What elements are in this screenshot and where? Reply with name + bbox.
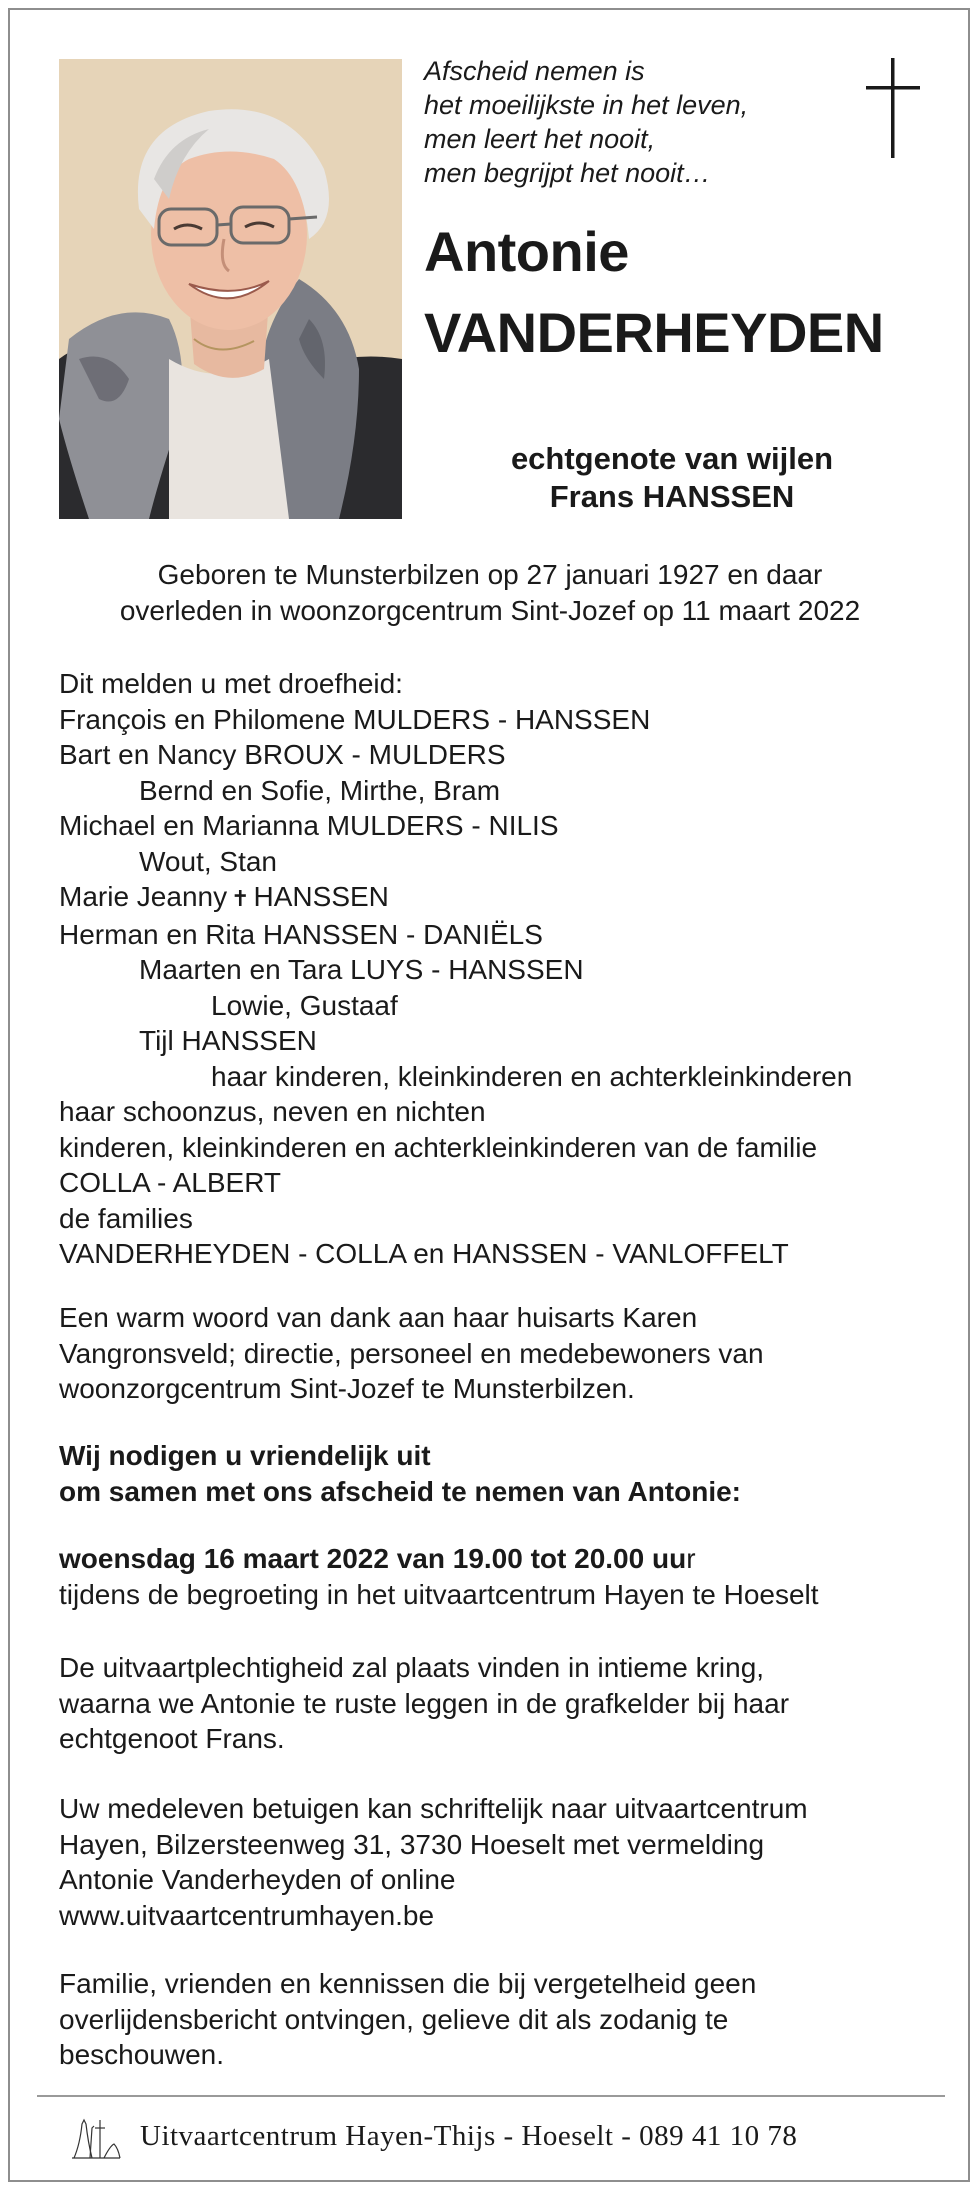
portrait-photo [59, 59, 402, 519]
family-line: François en Philomene MULDERS - HANSSEN [59, 703, 651, 735]
quote-line: het moeilijkste in het leven, [424, 90, 749, 120]
paragraph-line: waarna we Antonie te ruste leggen in de grafkelder bij haar [59, 1687, 790, 1719]
family-line: Bernd en Sofie, Mirthe, Bram [139, 774, 501, 806]
notice-paragraph [59, 1966, 756, 2073]
family-line: COLLA - ALBERT [59, 1167, 282, 1198]
visitation-date-bold: woensdag 16 maart 2022 van 19.00 tot 20.00 uu [59, 1543, 687, 1574]
family-line: Michael en Marianna MULDERS - NILIS [59, 810, 559, 841]
birth-line: Geboren te Munsterbilzen op 27 januari 1927 en daar [157, 559, 823, 590]
family-line: haar schoonzus, neven en nichten [59, 1096, 486, 1127]
paragraph-line: woonzorgcentrum Sint-Jozef te Munsterbilzen. [59, 1373, 635, 1404]
family-line [59, 879, 852, 917]
family-line: Herman en Rita HANSSEN - DANIËLS [59, 918, 543, 950]
family-member-surname: HANSSEN [253, 881, 389, 912]
paragraph-line: Wij nodigen u vriendelijk uit [59, 1440, 431, 1471]
paragraph-line: Familie, vrienden en kennissen die bij vergetelheid geen [59, 1968, 757, 1999]
poem-quote [424, 54, 748, 190]
paragraph-line: Uw medeleven betuigen kan schriftelijk naar uitvaartcentrum [59, 1793, 808, 1824]
condolence-paragraph [59, 1791, 808, 1933]
family-line: Lowie, Gustaaf [211, 989, 398, 1021]
dagger-icon: ✝ [231, 886, 250, 911]
quote-line: men begrijpt het nooit… [424, 158, 711, 188]
thanks-paragraph [59, 1300, 764, 1407]
family-line: haar kinderen, kleinkinderen en achterkleinkinderen [211, 1060, 853, 1092]
paragraph-line: Hayen, Bilzersteenweg 31, 3730 Hoeselt met vermelding [59, 1828, 765, 1860]
paragraph-line: beschouwen. [59, 2039, 225, 2070]
paragraph-line: De uitvaartplechtigheid zal plaats vinden in intieme kring, [59, 1652, 765, 1683]
family-line: Bart en Nancy BROUX - MULDERS [59, 739, 506, 770]
birth-death-info [40, 557, 940, 629]
last-name: VANDERHEYDEN [424, 301, 884, 364]
visitation-info [59, 1541, 819, 1612]
quote-line: Afscheid nemen is [424, 56, 645, 86]
funeral-home-footer: Uitvaartcentrum Hayen-Thijs - Hoeselt - 089 41 10 78 [140, 2120, 798, 2152]
paragraph-line: echtgenoot Frans. [59, 1723, 285, 1754]
spouse-line: echtgenote van wijlen [510, 441, 834, 476]
family-line: Wout, Stan [139, 845, 278, 877]
paragraph-line: overlijdensbericht ontvingen, gelieve dit als zodanig te [59, 2003, 729, 2035]
family-intro: Dit melden u met droefheid: [59, 668, 403, 699]
visitation-location: tijdens de begroeting in het uitvaartcentrum Hayen te Hoeselt [59, 1578, 819, 1610]
paragraph-line: Antonie Vanderheyden of online [59, 1864, 456, 1895]
ceremony-paragraph [59, 1650, 789, 1757]
paragraph-line: om samen met ons afscheid te nemen van Antonie: [59, 1475, 742, 1507]
family-list [59, 666, 852, 1272]
latin-cross-icon [864, 58, 924, 158]
paragraph-line: Vangronsveld; directie, personeel en medebewoners van [59, 1337, 764, 1369]
paragraph-line: Een warm woord van dank aan haar huisarts Karen [59, 1302, 698, 1333]
website-link[interactable]: www.uitvaartcentrumhayen.be [59, 1899, 435, 1931]
death-line: overleden in woonzorgcentrum Sint-Jozef op 11 maart 2022 [119, 595, 861, 626]
family-member: Marie Jeanny [59, 881, 228, 912]
spouse-info [428, 440, 916, 516]
family-line: de families [59, 1202, 193, 1234]
spouse-name: Frans HANSSEN [549, 479, 795, 514]
visitation-date [59, 1541, 819, 1577]
quote-line: men leert het nooit, [424, 124, 656, 154]
footer-divider [37, 2095, 945, 2097]
invitation [59, 1438, 741, 1509]
visitation-date-tail: r [686, 1543, 696, 1574]
first-name: Antonie [424, 220, 629, 283]
family-line: Tijl HANSSEN [139, 1025, 317, 1056]
family-line: kinderen, kleinkinderen en achterkleinkinderen van de familie [59, 1131, 818, 1163]
family-line: Maarten en Tara LUYS - HANSSEN [139, 954, 584, 985]
family-line: VANDERHEYDEN - COLLA en HANSSEN - VANLOFFELT [59, 1238, 789, 1269]
funeral-home-logo-icon [70, 2114, 122, 2160]
